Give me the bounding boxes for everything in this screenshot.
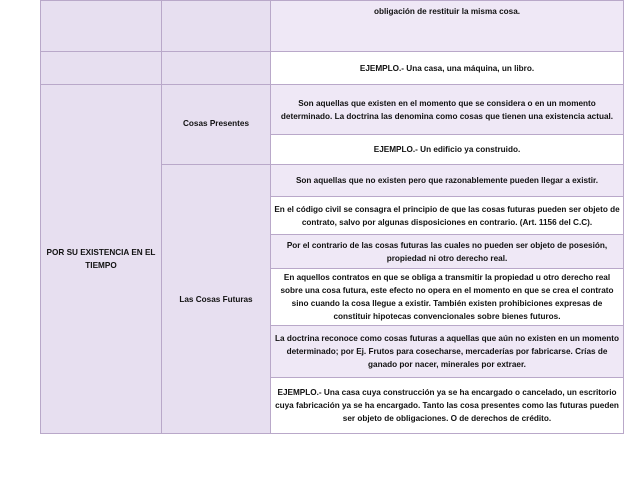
category-existencia: POR SU EXISTENCIA EN EL TIEMPO	[41, 85, 162, 434]
subcategory-futuras: Las Cosas Futuras	[162, 165, 271, 434]
example-cell: EJEMPLO.- Una casa, una máquina, un libro.	[271, 52, 624, 85]
table-row	[41, 85, 624, 135]
text-cell: La doctrina reconoce como cosas futuras a aquellas que aún no existen en un momento determinado; por Ej. Frutos para cosecharse, mercaderías por fabricarse. Crías de ganado por nacer, minerales por extraer.	[271, 326, 624, 378]
text-cell: En aquellos contratos en que se obliga a transmitir la propiedad u otro derecho real sobre una cosa futura, este efecto no opera en el momento en que se crea el contrato sino cuando la cosa llegue a existir. También existen prohibiciones expresas de constituir hipotecas convencionales sobre bienes futuros.	[271, 269, 624, 326]
text-cell: Por el contrario de las cosas futuras las cuales no pueden ser objeto de posesión, propiedad ni otro derecho real.	[271, 235, 624, 269]
text-cell: En el código civil se consagra el principio de que las cosas futuras pueden ser objeto de contrato, salvo por algunas disposiciones en contrario. (Art. 1156 del C.C).	[271, 197, 624, 235]
example-cell: EJEMPLO.- Un edificio ya construido.	[271, 135, 624, 165]
empty-cell	[162, 52, 271, 85]
table-row	[41, 1, 624, 52]
table-row	[41, 52, 624, 85]
empty-cell	[41, 52, 162, 85]
classification-table	[40, 0, 624, 434]
text-cell: obligación de restituir la misma cosa.	[271, 1, 624, 52]
example-cell: EJEMPLO.- Una casa cuya construcción ya se ha encargado o cancelado, un escritorio cuya fabricación ya se ha encargado. Tanto las cosa presentes como las futuras pueden ser objeto de obligaciones. O de derechos de crédito.	[271, 378, 624, 434]
empty-cell	[162, 1, 271, 52]
definition-cell: Son aquellas que existen en el momento que se considera o en un momento determinado. La doctrina las denomina como cosas que tienen una existencia actual.	[271, 85, 624, 135]
subcategory-presentes: Cosas Presentes	[162, 85, 271, 165]
definition-cell: Son aquellas que no existen pero que razonablemente pueden llegar a existir.	[271, 165, 624, 197]
empty-cell	[41, 1, 162, 52]
